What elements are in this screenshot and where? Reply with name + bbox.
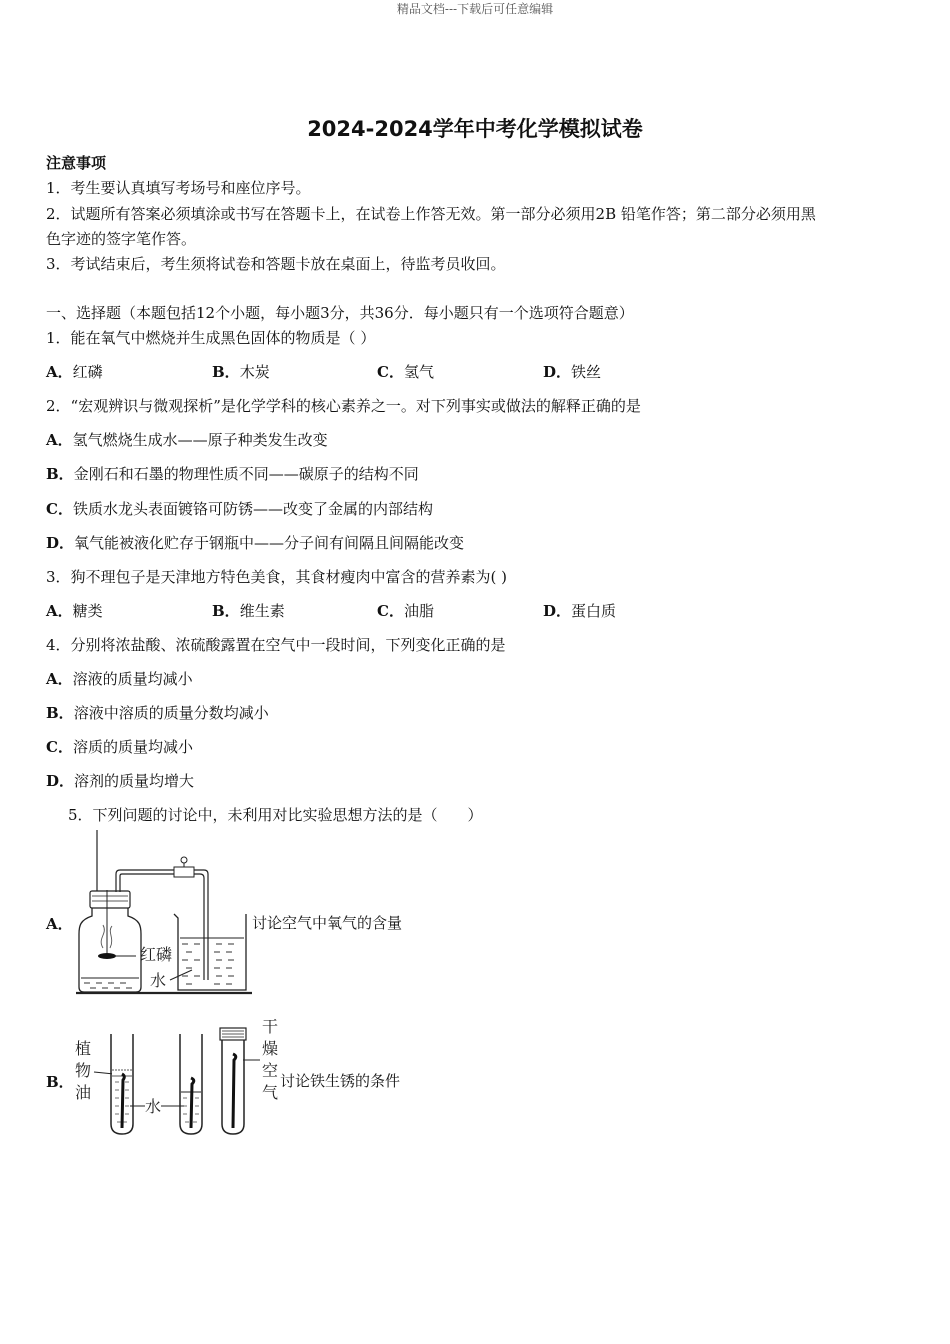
option-c	[377, 361, 434, 382]
option-label: D．	[543, 363, 572, 381]
option-text: 糖类	[72, 602, 103, 620]
option-text: 蛋白质	[571, 602, 617, 620]
dry-air-label-2: 燥	[262, 1039, 279, 1058]
question-stem: 2．“宏观辨识与微观探析”是化学学科的核心素养之一。对下列事实或做法的解释正确的是	[46, 397, 641, 415]
option-text: 铁质水龙头表面镀铬可防锈——改变了金属的内部结构	[72, 500, 433, 518]
option-label: D．	[46, 534, 75, 552]
option-label: D．	[46, 772, 75, 790]
notice-heading: 注意事项	[46, 154, 107, 172]
option-text: 铁丝	[571, 363, 602, 381]
page-header: 精品文档---下载后可任意编辑	[396, 2, 554, 16]
option-text: 木炭	[239, 363, 270, 381]
option-label: A．	[46, 670, 73, 688]
option-text: 氢气	[403, 363, 434, 381]
dry-air-label-1: 干	[262, 1017, 279, 1036]
option-b	[46, 702, 269, 723]
oil-label-1: 植	[75, 1039, 92, 1058]
option-label: B．	[212, 363, 240, 381]
option-text: 红磷	[72, 363, 103, 381]
option-label: C．	[377, 363, 404, 381]
dry-air-label-4: 气	[262, 1083, 279, 1102]
oil-label-2: 物	[75, 1061, 92, 1080]
iron-rust-apparatus	[70, 1012, 290, 1140]
option-label: C．	[377, 602, 404, 620]
option-text: 溶剂的质量均增大	[74, 772, 195, 790]
option-b	[212, 361, 270, 382]
option-b	[212, 600, 285, 621]
option-text: 维生素	[239, 602, 285, 620]
option-label: A．	[46, 363, 73, 381]
question-stem: 3．狗不理包子是天津地方特色美食，其食材瘦肉中富含的营养素为( )	[46, 568, 508, 586]
option-c	[46, 498, 433, 519]
option-d	[543, 600, 616, 621]
notice-item: 3．考试结束后，考生须将试卷和答题卡放在桌面上，待监考员收回。	[46, 255, 506, 273]
option-text: 金刚石和石墨的物理性质不同——碳原子的结构不同	[73, 465, 419, 483]
water-label: 水	[145, 1097, 162, 1116]
option-a-caption: 讨论空气中氧气的含量	[252, 914, 403, 932]
option-text: 氧气能被液化贮存于钢瓶中——分子间有间隔且间隔能改变	[74, 534, 465, 552]
option-label: B．	[46, 465, 74, 483]
notice-item: 2．试题所有答案必须填涂或书写在答题卡上，在试卷上作答无效。第一部分必须用2B 铅笔作答；第二部分必须用黑	[46, 205, 816, 223]
option-text: 油脂	[403, 602, 434, 620]
dry-air-label-3: 空	[262, 1061, 279, 1080]
option-a	[46, 429, 328, 450]
option-label: B．	[212, 602, 240, 620]
option-d	[543, 361, 601, 382]
notice-item: 色字迹的签字笔作答。	[46, 230, 197, 248]
option-c	[377, 600, 434, 621]
notice-item: 1．考生要认真填写考场号和座位序号。	[46, 179, 311, 197]
water-label: 水	[150, 971, 167, 990]
option-b-caption: 讨论铁生锈的条件	[280, 1072, 401, 1090]
option-d	[46, 770, 194, 791]
section-heading: 一、选择题（本题包括12个小题，每小题3分，共36分．每小题只有一个选项符合题意）	[46, 304, 634, 322]
page-title: 2024-2024学年中考化学模拟试卷	[307, 117, 643, 141]
option-label: D．	[543, 602, 572, 620]
option-text: 溶液的质量均减小	[72, 670, 193, 688]
option-d	[46, 532, 464, 553]
oxygen-content-apparatus	[70, 830, 260, 1000]
oil-label-3: 油	[75, 1083, 92, 1102]
option-a	[46, 600, 103, 621]
option-label: C．	[46, 738, 73, 756]
option-b	[46, 463, 419, 484]
option-text: 溶液中溶质的质量分数均减小	[73, 704, 269, 722]
option-text: 溶质的质量均减小	[72, 738, 193, 756]
question-stem: 5．下列问题的讨论中，未利用对比实验思想方法的是（ ）	[68, 806, 483, 824]
option-a	[46, 668, 193, 689]
red-phosphorus-label: 红磷	[140, 945, 173, 964]
option-a-label: A．	[46, 915, 73, 933]
option-text: 氢气燃烧生成水——原子种类发生改变	[72, 431, 328, 449]
option-a	[46, 361, 103, 382]
option-label: A．	[46, 431, 73, 449]
option-b-label: B．	[46, 1073, 74, 1091]
question-stem: 4．分别将浓盐酸、浓硫酸露置在空气中一段时间，下列变化正确的是	[46, 636, 506, 654]
option-label: A．	[46, 602, 73, 620]
option-c	[46, 736, 193, 757]
question-stem: 1．能在氧气中燃烧并生成黑色固体的物质是（ ）	[46, 329, 376, 347]
option-label: C．	[46, 500, 73, 518]
option-label: B．	[46, 704, 74, 722]
